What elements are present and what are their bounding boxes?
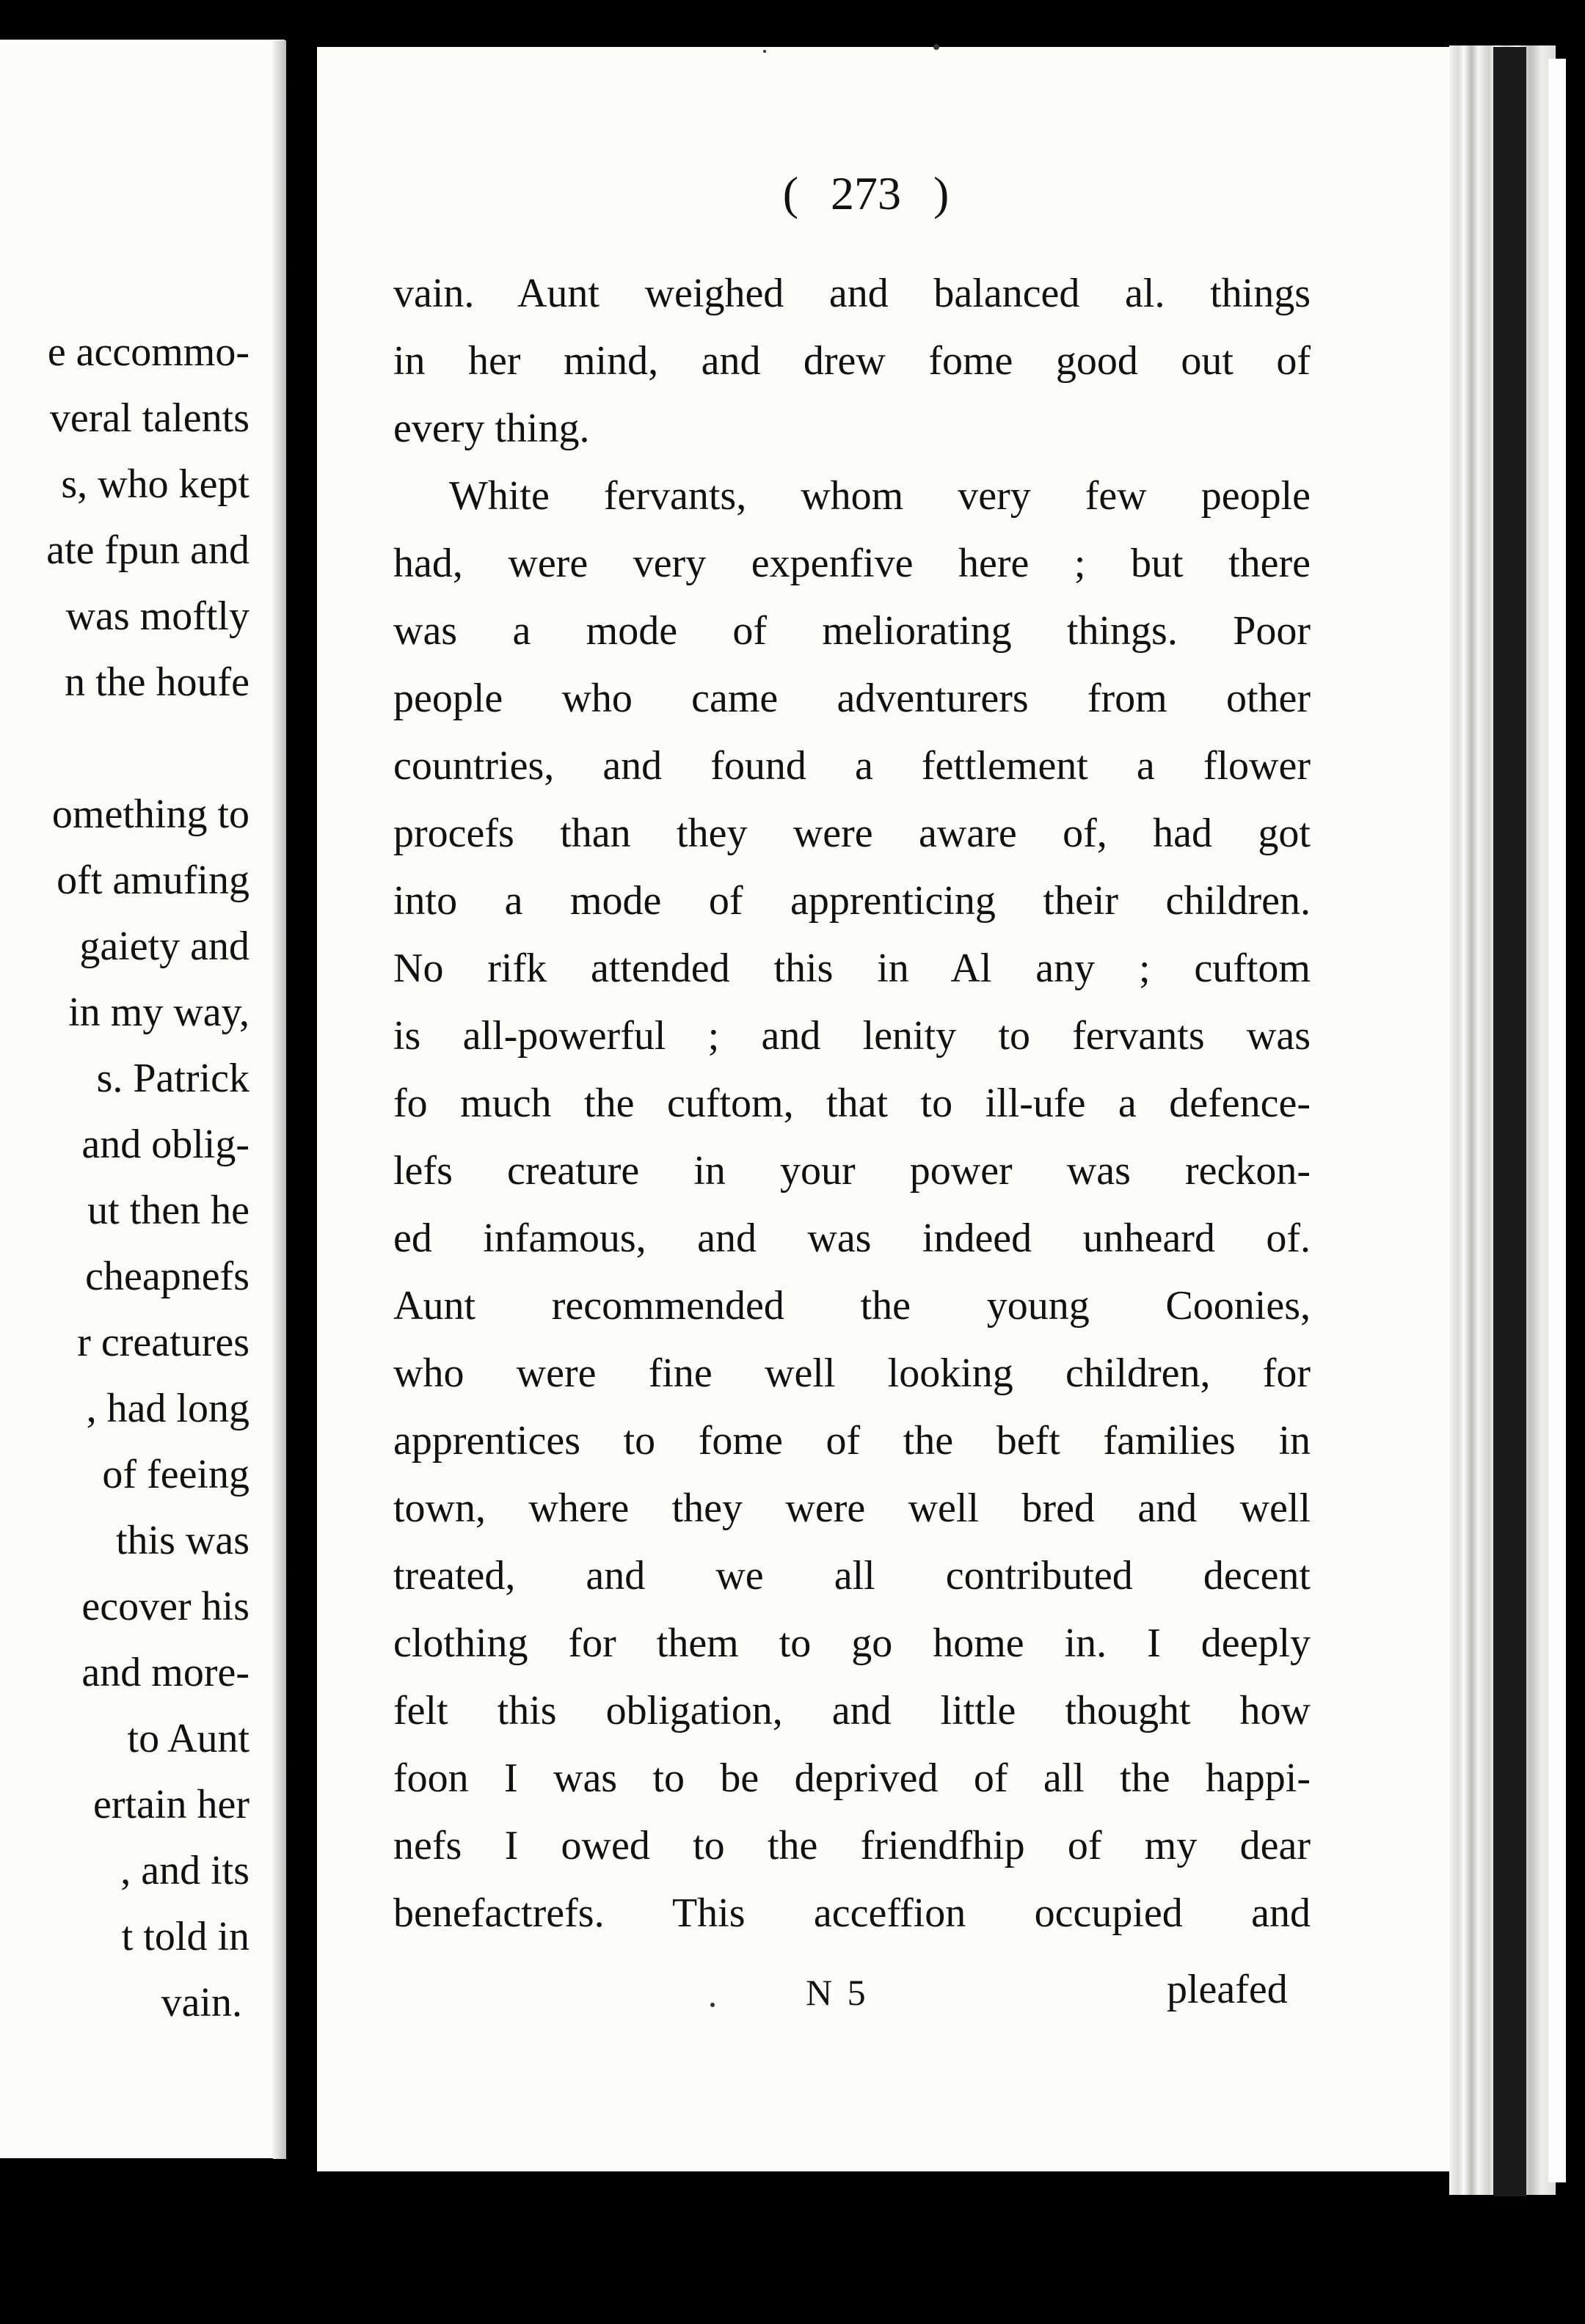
left-page-line: s, who kept — [61, 461, 249, 507]
page-edge-shadow — [1493, 47, 1526, 2196]
left-page-line: omething to — [51, 792, 249, 837]
main-text-line: clothing for them to go home in. I deeply — [393, 1620, 1311, 1666]
header-left-paren: ( — [782, 167, 798, 219]
left-page-line: n the houfe — [65, 659, 249, 705]
main-text-line: lefs creature in your power was reckon- — [393, 1148, 1311, 1194]
left-page-line: this was — [116, 1518, 249, 1563]
left-page-line: of feeing — [102, 1452, 249, 1497]
main-text-line: in her mind, and drew fome good out of — [393, 338, 1311, 384]
main-text-line: benefactrefs. This acceffion occupied and — [393, 1890, 1311, 1936]
left-page-line: veral talents — [49, 395, 249, 441]
page-header — [734, 167, 998, 219]
main-text-line: apprentices to fome of the beft families in — [393, 1418, 1311, 1464]
main-text-line: every thing. — [393, 406, 590, 451]
left-page — [0, 40, 285, 2158]
main-text-line: ed infamous, and was indeed unheard of. — [393, 1216, 1311, 1261]
main-text-line: procefs than they were aware of, had got — [393, 811, 1311, 856]
main-text-line: No rifk attended this in Al any ; cuftom — [393, 946, 1311, 991]
main-text-line: Aunt recommended the young Coonies, — [393, 1283, 1311, 1329]
left-page-line: , had long — [86, 1386, 249, 1431]
main-text-line: fo much the cuftom, that to ill-ufe a defence- — [393, 1081, 1311, 1126]
left-page-line: to Aunt — [127, 1716, 249, 1761]
header-right-paren: ) — [933, 167, 950, 219]
main-text-line: had, were very expenfive here ; but there — [393, 541, 1311, 586]
main-text-line: is all-powerful ; and lenity to fervants was — [393, 1013, 1311, 1059]
left-page-line: r creatures — [77, 1320, 249, 1365]
left-page-line: was moftly — [65, 593, 249, 639]
main-text-line: treated, and we all contributed decent — [393, 1553, 1311, 1598]
left-page-line: ate fpun and — [46, 527, 249, 573]
gutter-shadow — [273, 40, 286, 2159]
left-page-line: oft amufing — [57, 858, 249, 903]
ink-speck — [710, 2003, 715, 2007]
left-page-line: ertain her — [93, 1782, 249, 1827]
ink-speck — [933, 44, 939, 50]
left-page-line: gaiety and — [79, 924, 249, 969]
page-number: 273 — [831, 167, 901, 219]
main-text-line: town, where they were well bred and well — [393, 1486, 1311, 1531]
main-text-line: nefs I owed to the friendfhip of my dear — [393, 1823, 1311, 1868]
main-text-line: felt this obligation, and little thought how — [393, 1688, 1311, 1733]
left-page-line: t told in — [121, 1914, 249, 1959]
left-page-line: and more- — [81, 1650, 249, 1695]
main-text-line: foon I was to be deprived of all the happi- — [393, 1755, 1311, 1801]
left-page-line: ut then he — [87, 1188, 249, 1233]
ink-speck — [763, 50, 766, 53]
main-text-line: countries, and found a fettlement a flower — [393, 743, 1311, 789]
left-page-line: in my way, — [68, 990, 249, 1035]
left-page-line: e accommo- — [47, 329, 249, 375]
left-page-line: cheapnefs — [85, 1254, 249, 1299]
main-text-line: into a mode of apprenticing their children. — [393, 878, 1311, 924]
catchword: pleafed — [1167, 1967, 1288, 2012]
left-page-line: s. Patrick — [96, 1056, 249, 1101]
page-edge-light — [1548, 59, 1566, 2182]
left-page-line: , and its — [120, 1848, 249, 1893]
signature-mark: N 5 — [806, 1972, 869, 2013]
left-page-line: and oblig- — [81, 1122, 249, 1167]
main-text-line: White fervants, whom very few people — [449, 473, 1311, 519]
main-text-line: was a mode of meliorating things. Poor — [393, 608, 1311, 654]
main-text-line: vain. Aunt weighed and balanced al. things — [393, 271, 1311, 316]
left-page-line: vain. — [161, 1980, 242, 2025]
main-text-line: people who came adventurers from other — [393, 676, 1311, 721]
left-page-line: ecover his — [81, 1584, 249, 1629]
main-text-line: who were fine well looking children, for — [393, 1351, 1311, 1396]
